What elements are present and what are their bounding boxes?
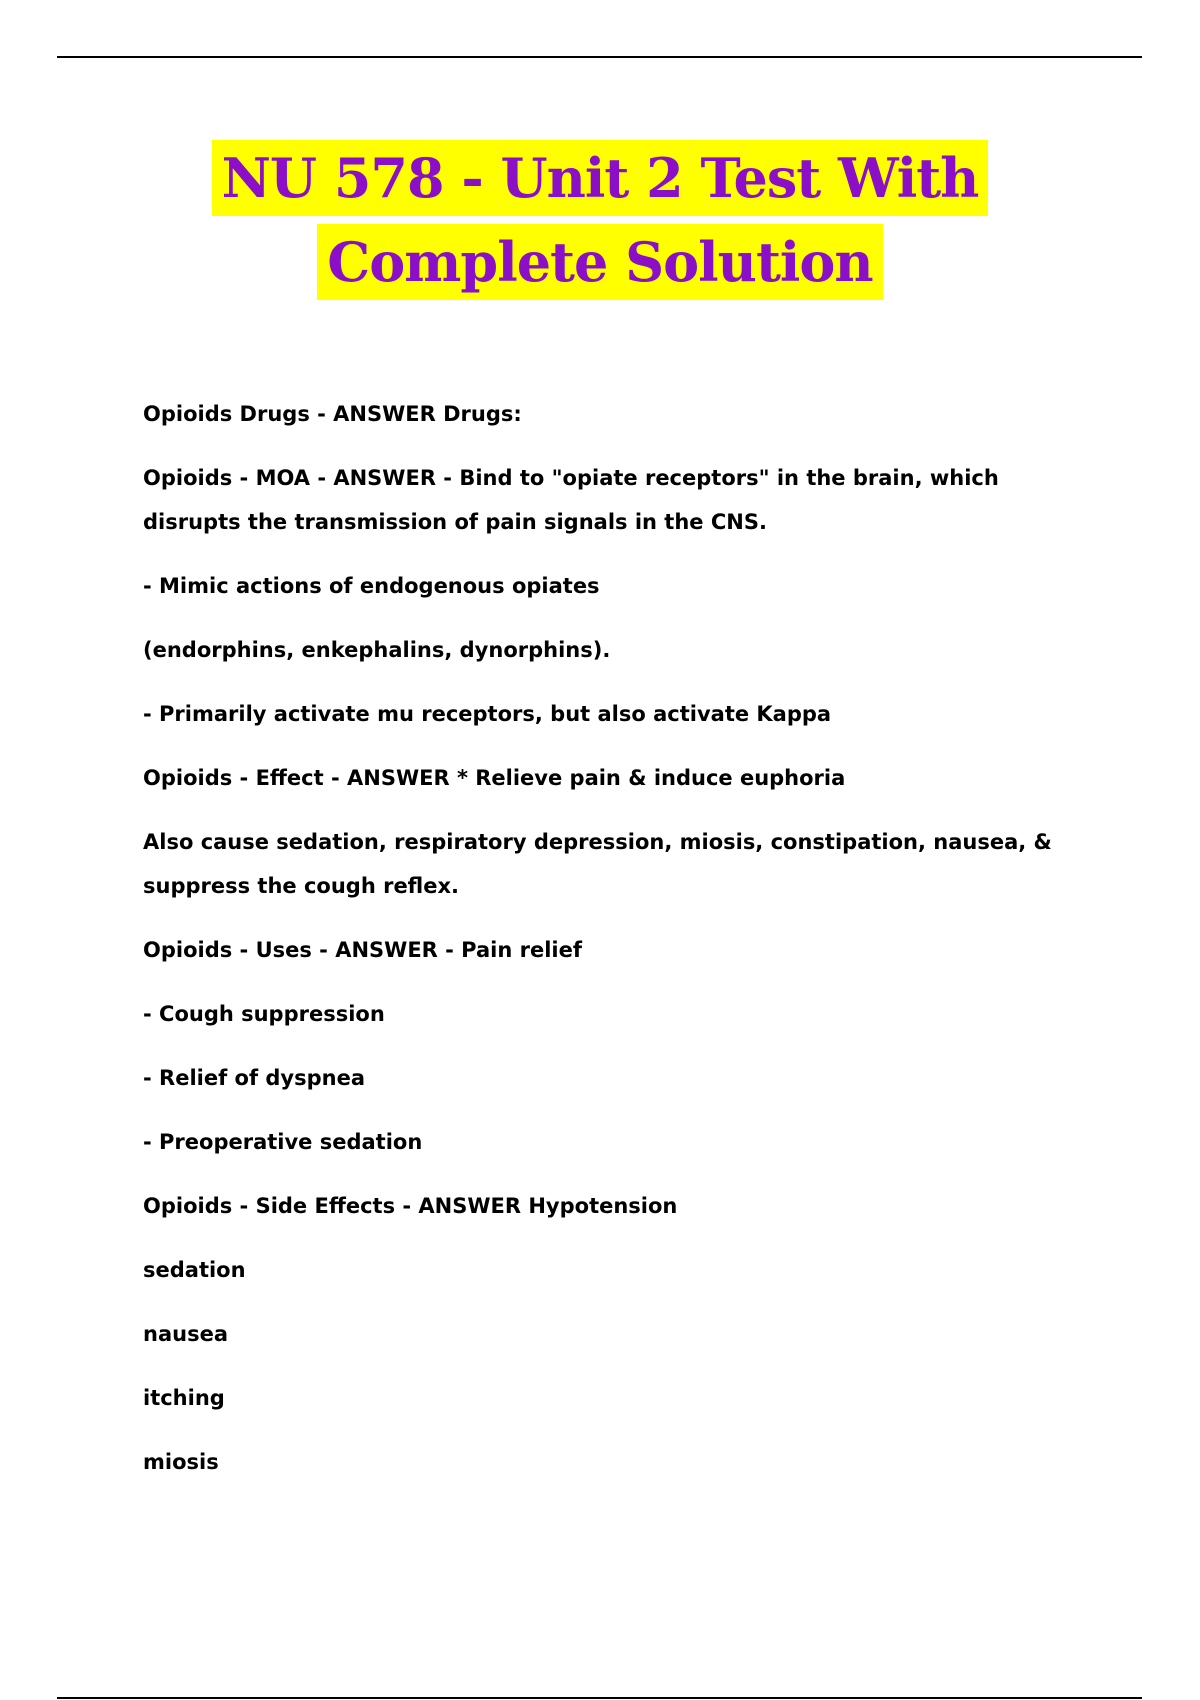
paragraph: Opioids - Uses - ANSWER - Pain relief [143,938,583,962]
paragraph: nausea [143,1322,228,1346]
document-body [143,392,1083,1504]
title-line-1: NU 578 - Unit 2 Test With [212,140,989,216]
paragraph: sedation [143,1258,246,1282]
paragraph: Opioids Drugs - ANSWER Drugs: [143,402,522,426]
paragraph: - Mimic actions of endogenous opiates [143,574,600,598]
paragraph: - Primarily activate mu receptors, but also activate Kappa [143,702,832,726]
paragraph: - Relief of dyspnea [143,1066,366,1090]
top-rule [57,56,1142,58]
paragraph: Also cause sedation, respiratory depression, miosis, constipation, nausea, & suppress the cough reflex. [143,830,1052,898]
paragraph: itching [143,1386,225,1410]
paragraph: - Cough suppression [143,1002,385,1026]
paragraph: miosis [143,1450,219,1474]
paragraph: - Preoperative sedation [143,1130,423,1154]
bottom-rule [57,1697,1142,1699]
paragraph: (endorphins, enkephalins, dynorphins). [143,638,611,662]
paragraph: Opioids - Effect - ANSWER * Relieve pain & induce euphoria [143,766,846,790]
document-title [0,140,1200,308]
paragraph: Opioids - Side Effects - ANSWER Hypotension [143,1194,678,1218]
paragraph: Opioids - MOA - ANSWER - Bind to "opiate receptors" in the brain, which disrupts the transmission of pain signals in the CNS. [143,466,999,534]
title-line-2: Complete Solution [317,224,882,300]
